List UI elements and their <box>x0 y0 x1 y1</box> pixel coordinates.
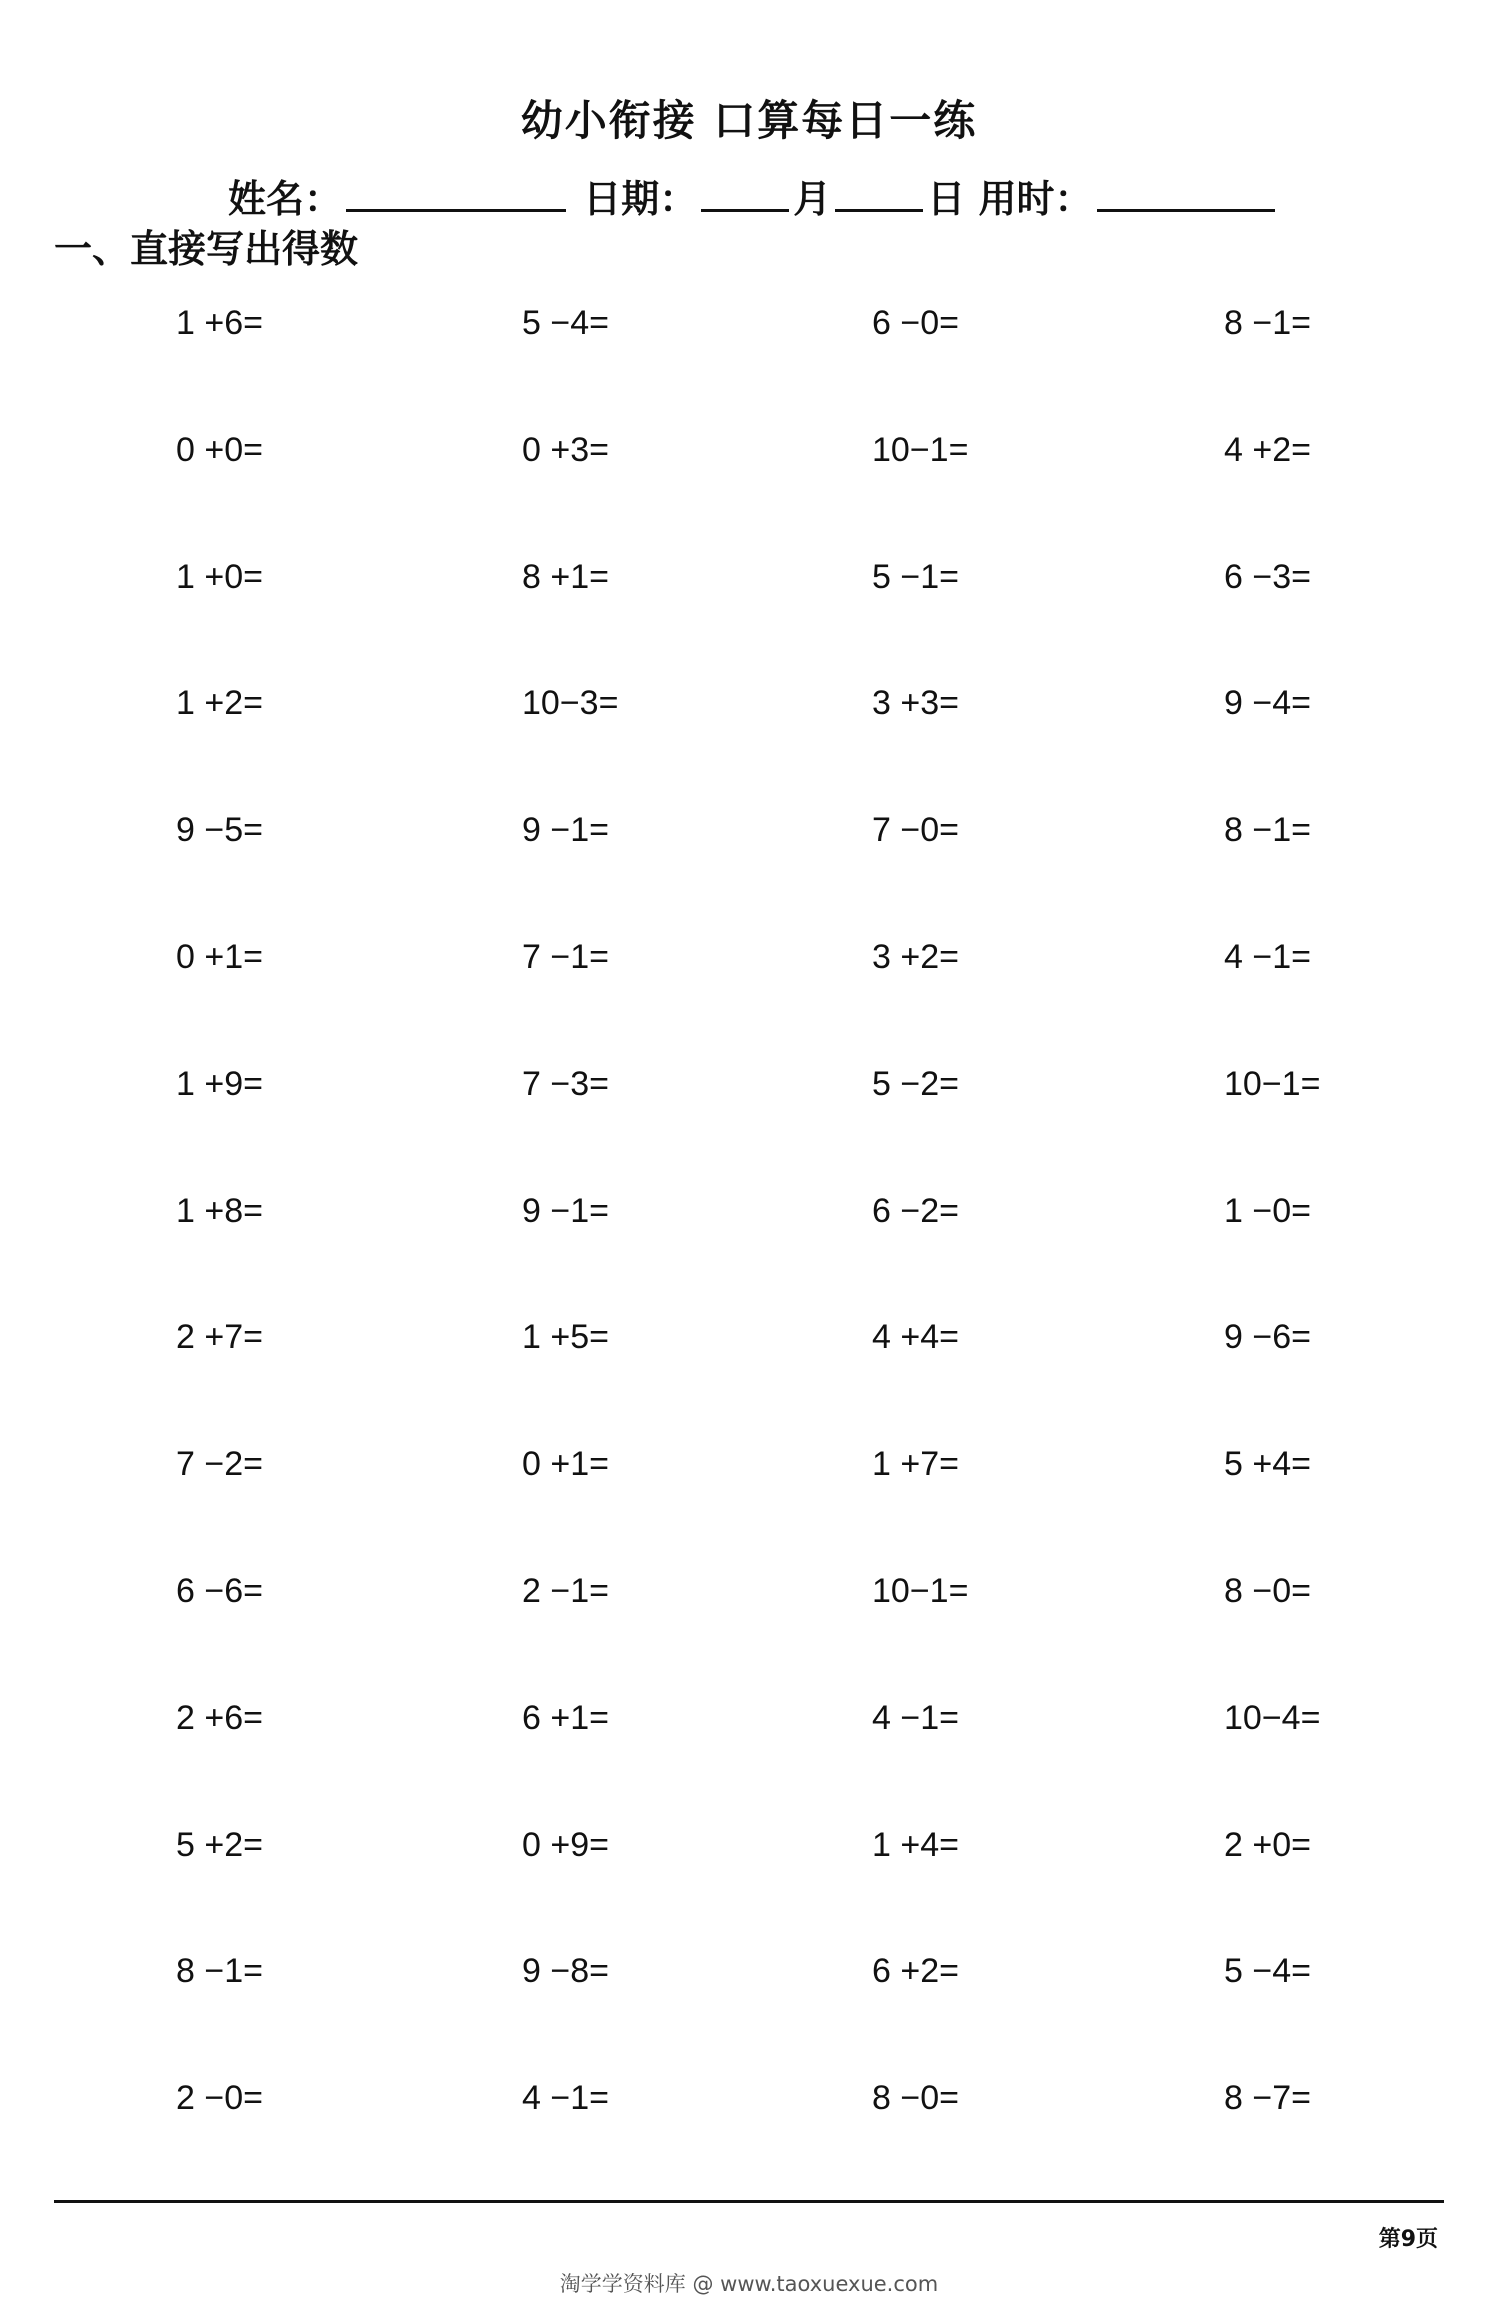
arithmetic-problem: 7 −0= <box>872 811 959 850</box>
arithmetic-problem: 8 +1= <box>522 557 609 596</box>
arithmetic-problem: 5 −4= <box>522 304 609 342</box>
problem-row <box>0 1572 1498 1699</box>
month-blank[interactable] <box>701 203 789 212</box>
arithmetic-problem: 2 −1= <box>522 1571 609 1610</box>
arithmetic-problem: 0 +9= <box>522 1825 609 1864</box>
problem-row <box>0 558 1498 685</box>
arithmetic-problem: 4 +4= <box>872 1318 959 1357</box>
arithmetic-problem: 6 +2= <box>872 1952 959 1991</box>
watermark: 淘学学资料库 @ www.taoxuexue.com <box>559 2272 939 2296</box>
arithmetic-problem: 0 +0= <box>176 430 263 469</box>
arithmetic-problem: 2 +7= <box>176 1318 263 1357</box>
problem-row <box>0 811 1498 938</box>
problem-row <box>0 2079 1498 2206</box>
month-label: 月 <box>793 177 832 221</box>
arithmetic-problem: 0 +1= <box>176 937 263 976</box>
arithmetic-problem: 7 −1= <box>522 937 609 976</box>
arithmetic-problem: 8 −0= <box>1224 1571 1311 1610</box>
arithmetic-problem: 5 +4= <box>1224 1445 1311 1484</box>
arithmetic-problem: 6 +1= <box>522 1698 609 1737</box>
arithmetic-problem: 9 −1= <box>522 1191 609 1230</box>
time-label: 用时： <box>978 177 1093 221</box>
day-blank[interactable] <box>835 203 923 212</box>
arithmetic-problem: 1 +4= <box>872 1825 959 1864</box>
arithmetic-problem: 8 −7= <box>1224 2079 1311 2118</box>
arithmetic-problem: 9 −8= <box>522 1952 609 1991</box>
problem-row <box>0 304 1498 431</box>
name-blank[interactable] <box>346 203 566 212</box>
arithmetic-problem: 0 +1= <box>522 1445 609 1484</box>
arithmetic-problem: 9 −1= <box>522 811 609 850</box>
arithmetic-problem: 1 +7= <box>872 1445 959 1484</box>
arithmetic-problem: 9 −5= <box>176 811 263 850</box>
arithmetic-problem: 2 −0= <box>176 2079 263 2118</box>
arithmetic-problem: 10−4= <box>1224 1698 1321 1737</box>
arithmetic-problem: 10−1= <box>872 430 969 469</box>
time-blank[interactable] <box>1097 203 1275 212</box>
problem-row <box>0 1952 1498 2079</box>
problem-row <box>0 431 1498 558</box>
arithmetic-problem: 1 −0= <box>1224 1191 1311 1230</box>
arithmetic-problem: 1 +9= <box>176 1064 263 1103</box>
problem-grid <box>0 304 1498 2206</box>
arithmetic-problem: 6 −0= <box>872 304 959 342</box>
arithmetic-problem: 4 −1= <box>522 2079 609 2118</box>
arithmetic-problem: 8 −1= <box>1224 304 1311 342</box>
footer-divider <box>54 2200 1444 2203</box>
problem-row <box>0 1699 1498 1826</box>
arithmetic-problem: 5 −1= <box>872 557 959 596</box>
arithmetic-problem: 2 +6= <box>176 1698 263 1737</box>
arithmetic-problem: 6 −6= <box>176 1571 263 1610</box>
worksheet-title: 幼小衔接 口算每日一练 <box>520 96 978 145</box>
problem-row <box>0 1318 1498 1445</box>
name-label: 姓名： <box>228 177 343 221</box>
arithmetic-problem: 1 +5= <box>522 1318 609 1357</box>
problem-row <box>0 1826 1498 1953</box>
arithmetic-problem: 10−3= <box>522 684 619 723</box>
arithmetic-problem: 7 −3= <box>522 1064 609 1103</box>
arithmetic-problem: 5 +2= <box>176 1825 263 1864</box>
arithmetic-problem: 1 +8= <box>176 1191 263 1230</box>
arithmetic-problem: 4 −1= <box>1224 937 1311 976</box>
arithmetic-problem: 7 −2= <box>176 1445 263 1484</box>
day-label: 日 <box>927 177 966 221</box>
arithmetic-problem: 8 −0= <box>872 2079 959 2118</box>
arithmetic-problem: 4 −1= <box>872 1698 959 1737</box>
problem-row <box>0 684 1498 811</box>
arithmetic-problem: 8 −1= <box>176 1952 263 1991</box>
date-label: 日期： <box>583 177 698 221</box>
arithmetic-problem: 6 −3= <box>1224 557 1311 596</box>
arithmetic-problem: 1 +6= <box>176 304 263 342</box>
arithmetic-problem: 6 −2= <box>872 1191 959 1230</box>
section-title: 一、直接写出得数 <box>54 227 359 271</box>
arithmetic-problem: 8 −1= <box>1224 811 1311 850</box>
arithmetic-problem: 1 +2= <box>176 684 263 723</box>
arithmetic-problem: 5 −4= <box>1224 1952 1311 1991</box>
arithmetic-problem: 0 +3= <box>522 430 609 469</box>
problem-row <box>0 1445 1498 1572</box>
arithmetic-problem: 2 +0= <box>1224 1825 1311 1864</box>
arithmetic-problem: 10−1= <box>1224 1064 1321 1103</box>
arithmetic-problem: 3 +2= <box>872 937 959 976</box>
arithmetic-problem: 3 +3= <box>872 684 959 723</box>
student-info-line <box>228 168 1279 223</box>
problem-row <box>0 1065 1498 1192</box>
arithmetic-problem: 10−1= <box>872 1571 969 1610</box>
arithmetic-problem: 1 +0= <box>176 557 263 596</box>
arithmetic-problem: 9 −6= <box>1224 1318 1311 1357</box>
arithmetic-problem: 4 +2= <box>1224 430 1311 469</box>
arithmetic-problem: 9 −4= <box>1224 684 1311 723</box>
problem-row <box>0 1192 1498 1319</box>
arithmetic-problem: 5 −2= <box>872 1064 959 1103</box>
page-number: 第9页 <box>1378 2227 1438 2252</box>
problem-row <box>0 938 1498 1065</box>
